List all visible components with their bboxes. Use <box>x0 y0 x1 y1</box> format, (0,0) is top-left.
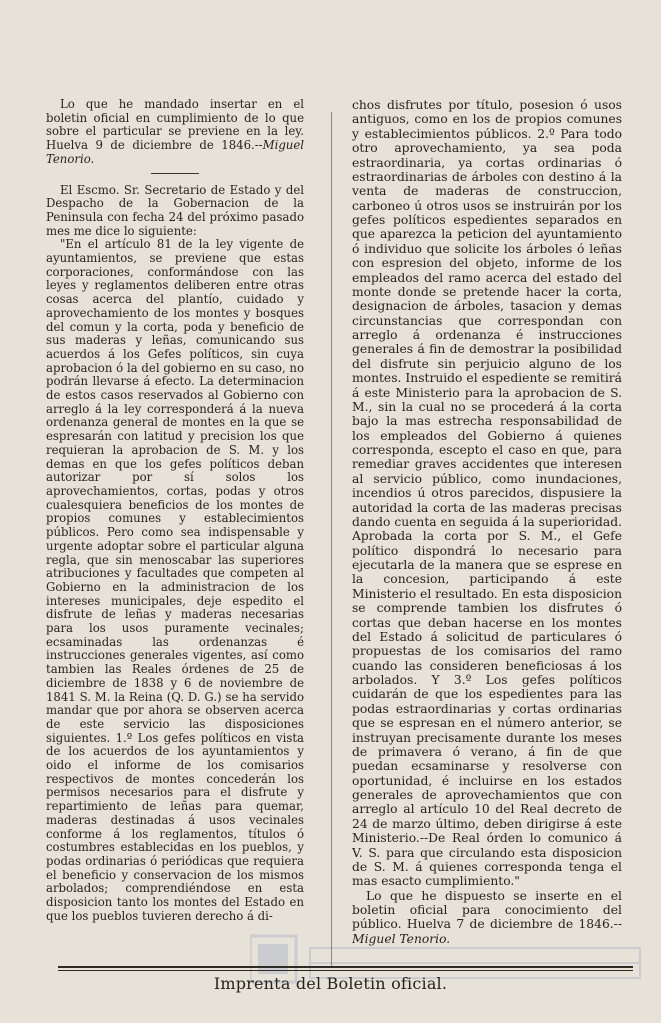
notice-2-text: Lo que he dispuesto se inserte en el boletin oficial para conocimiento del público. Huelva 7 de diciembre de 1846.-- <box>352 888 622 932</box>
notice-2-signature: Miguel Tenorio. <box>352 931 451 946</box>
printer-imprint: Imprenta del Boletin oficial. <box>213 974 448 993</box>
decree-intro: El Escmo. Sr. Secretario de Estado y del Despacho de la Gobernacion de la Peninsula con fecha 24 del próximo pasado mes me dice lo siguiente: <box>46 182 304 238</box>
notice-1 <box>46 98 304 167</box>
left-column <box>46 98 304 923</box>
notice-2 <box>352 889 622 947</box>
column-divider <box>331 112 332 967</box>
decree-continuation: chos disfrutes por título, posesion ó usos antiguos, como en los de propios comunes y establecimientos públicos. 2.º Para todo otro aprovechamiento, ya sea poda estraordinaria, ya cortas ordinarias ó estraordinarias de árboles con destino á la venta de maderas de construccion, carboneo ú otros usos se instruirán por los gefes políticos espedientes separados en que aparezca la peticion del ayuntamiento ó individuo que solicite los árboles ó leñas con espresion del objeto, informe de los empleados del ramo acerca del estado del monte donde se pretende hacer la corta, designacion de árboles, tasacion y demas circunstancias que correspondan con arreglo á ordenanza é instrucciones generales á fin de demostrar la posibilidad del disfrute sin perjuicio alguno de los montes. Instruido el espediente se remitirá á este Ministerio para la aprobacion de S. M., sin la cual no se procederá á la corta bajo la mas estrecha responsabilidad de los empleados del Gobierno á quienes corresponda, escepto el caso en que, para remediar graves accidentes que interesen al servicio público, como inundaciones, incendios ú otros parecidos, dispusiere la autoridad la corta de las maderas precisas dando cuenta en seguida á la superioridad. Aprobada la corta por S. M., el Gefe político dispondrá lo necesario para ejecutarla de la manera que se esprese en la concesion, participando á este Ministerio el resultado. En esta disposicion se comprende tambien los disfrutes ó cortas que deban hacerse en los montes del Estado á solicitud de particulares ó propuestas de los comisarios del ramo cuando las consideren beneficiosas á los arbolados. Y 3.º Los gefes políticos cuidarán de que los espedientes para las podas estraordinarias y cortas ordinarias que se espresan en el número anterior, se instruyan precisamente durante los meses de primavera ó verano, á fin de que puedan ecsaminarse y resolverse con oportunidad, é incluirse en los estados generales de aprovechamientos que con arreglo al artículo 10 del Real decreto de 24 de marzo último, deben dirigirse á este Ministerio.--De Real órden lo comunico á V. S. para que circulando esta disposicion de S. M. á quienes corresponda tenga el mas esacto cumplimiento." <box>352 98 622 889</box>
footer-rule-thin <box>58 970 633 971</box>
decree-body: "En el artículo 81 de la ley vigente de ayuntamientos, se previene que estas corporaciones, conformándose con las leyes y reglamentos deliberen entre otras cosas acerca del plantío, cuidado y aprovechamiento de los montes y bosques del comun y la corta, poda y beneficio de sus maderas y leñas, comunicando sus acuerdos á los Gefes políticos, sin cuya aprobacion ó la del gobierno en su caso, no podrán llevarse á efecto. La determinacion de estos casos reservados al Gobierno con arreglo á la ley corresponderá á la nueva ordenanza general de montes en la que se espresarán con latitud y precision los que requieran la aprobacion de S. M. y los demas en que los gefes políticos deban autorizar por sí solos los aprovechamientos, cortas, podas y otros cualesquiera beneficios de los montes de propios comunes y establecimientos públicos. Pero como sea indispensable y urgente adoptar sobre el particular alguna regla, que sin menoscabar las superiores atribuciones y facultades que competen al Gobierno en la administracion de los intereses municipales, deje espedito el disfrute de leñas y maderas necesarias para los usos puramente vecinales; ecsaminadas las ordenanzas é instrucciones generales vigentes, así como tambien las Reales órdenes de 25 de diciembre de 1838 y 6 de noviembre de 1841 S. M. la Reina (Q. D. G.) se ha servido mandar que por ahora se observen acerca de este servicio las disposiciones siguientes. 1.º Los gefes políticos en vista de los acuerdos de los ayuntamientos y oido el informe de los comisarios respectivos de montes concederán los permisos necesarios para el disfrute y repartimiento de leñas para quemar, maderas destinadas á usos vecinales conforme á los reglamentos, títulos ó costumbres establecidas en los pueblos, y podas ordinarias ó periódicas que requiera el beneficio y conservacion de los mismos arbolados; comprendiéndose en esta disposicion tanto los montes del Estado en que los pueblos tuvieren derecho á di- <box>46 237 304 923</box>
notice-1-signature: Miguel Tenorio. <box>46 138 304 166</box>
section-divider <box>151 173 199 174</box>
footer-rule-thick <box>58 966 633 968</box>
notice-1-text: Lo que he mandado insertar en el boletin oficial en cumplimiento de lo que sobre el particular se previene en la ley. Huelva 9 de diciembre de 1846.-- <box>46 97 304 153</box>
right-column <box>352 98 622 946</box>
